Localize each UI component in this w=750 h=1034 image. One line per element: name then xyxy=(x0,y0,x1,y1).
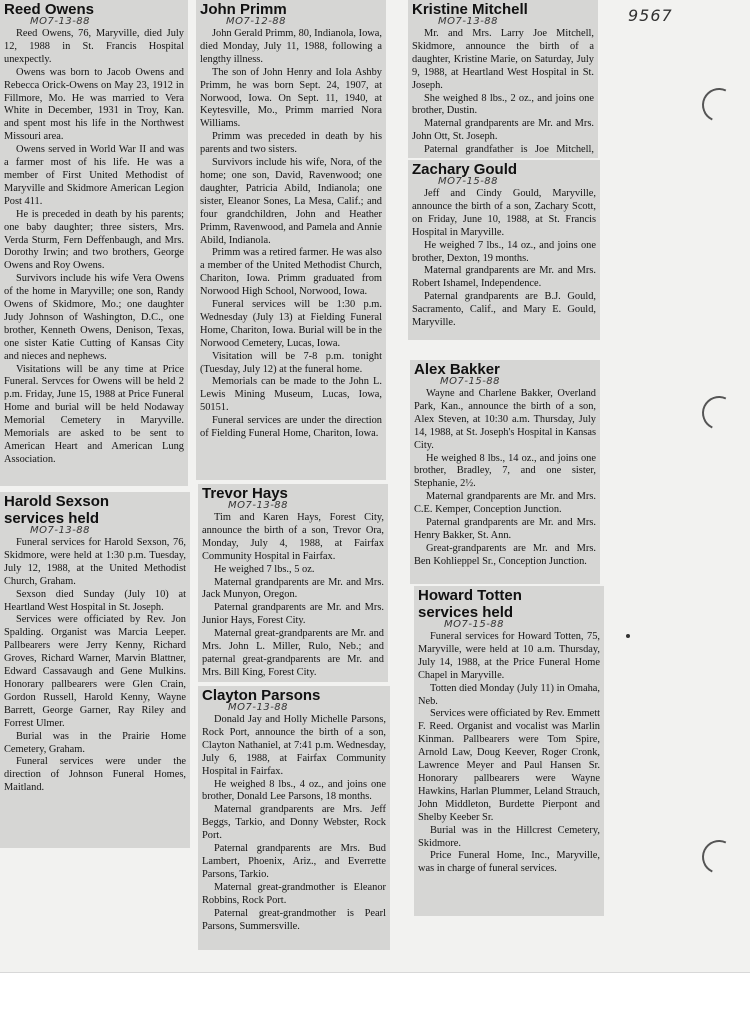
paragraph: Burial was in the Prairie Home Cemetery, Graham. xyxy=(4,730,186,755)
paragraph: Price Funeral Home, Inc., Maryville, was in charge of funeral services. xyxy=(418,850,600,875)
paragraph: Visitation will be 7-8 p.m. tonight (Tuesday, July 12) at the funeral home. xyxy=(200,350,382,375)
handwritten-date: MO7-15-88 xyxy=(438,176,499,187)
clipping-title: John Primm xyxy=(200,1,287,18)
clipping-howard-totten xyxy=(414,586,604,916)
page-bottom-margin xyxy=(0,972,750,1034)
binder-hole-icon xyxy=(697,391,741,435)
clipping-title: Alex Bakker xyxy=(414,361,500,378)
paragraph: Owens served in World War II and was a farmer most of his life. He was a member of First United Methodist of Maryville and Skidmore American Legion Post 411. xyxy=(4,144,184,207)
handwritten-date: MO7-15-88 xyxy=(440,376,501,387)
clipping-reed-owens xyxy=(0,0,188,486)
handwritten-date: MO7-13-88 xyxy=(30,16,91,27)
handwritten-date: MO7-13-88 xyxy=(30,525,91,536)
clipping-clayton-parsons xyxy=(198,686,390,950)
paragraph: Funeral services were under the direction of Johnson Funeral Homes, Maitland. xyxy=(4,756,186,794)
paragraph: Maternal grandparents are Mr. and Mrs. Jack Munyon, Oregon. xyxy=(202,576,384,601)
page-number: 9567 xyxy=(628,6,673,25)
paragraph: Visitations will be any time at Price Funeral. Servces for Owens will be held 2 p.m. Friday, June 15, 1988 at Price Funeral Home and burial will be held Nodaway Memorial Cemetery in Maryville. Memorials are asked to be sent to American Heart and American Lung Association. xyxy=(4,363,184,465)
paragraph: Maternal grandparents are Mr. and Mrs. John Ott, St. Joseph. xyxy=(412,118,594,143)
clipping-john-primm xyxy=(196,0,386,480)
paragraph: Maternal great-grandmother is Eleanor Robbins, Rock Port. xyxy=(202,881,386,906)
paragraph: Sexson died Sunday (July 10) at Heartland West Hospital in St. Joseph. xyxy=(4,588,186,613)
paragraph: Paternal grandparents are Mr. and Mrs. Henry Bakker, St. Ann. xyxy=(414,517,596,541)
paragraph: Donald Jay and Holly Michelle Parsons, Rock Port, announce the birth of a son, Clayton Nathaniel, at 7:41 p.m. Wednesday, July 6, 1988, at Fairfax Community Hospital in Fairfax. xyxy=(202,714,386,777)
clipping-kristine-mitchell xyxy=(408,0,598,158)
paragraph: She weighed 8 lbs., 2 oz., and joins one brother, Dustin. xyxy=(412,92,594,117)
handwritten-date: MO7-13-88 xyxy=(228,702,289,713)
paragraph: Paternal great-grandmother is Pearl Parsons, Summersville. xyxy=(202,907,386,932)
paragraph: Funeral services for Howard Totten, 75, Maryville, were held at 10 a.m. Thursday, July 14, 1988, at the Price Funeral Home Chapel in Maryville. xyxy=(418,631,600,681)
clipping-title: Harold Sexson services held xyxy=(4,493,110,527)
paragraph: Services were officiated by Rev. Emmett F. Reed. Organist and vocalist was Marlin Kinman. Pallbearers were Tom Spire, Arnold Law, Doug Keever, Roger Cronk, Lawrence Meyer and Paul Hansen Sr. Honorary pallbearers were Wayne Hawkins, Harlan Plummer, Leland Strauch, John Middleton, Burdette Pierpont and Shelby Keeber Sr. xyxy=(418,708,600,823)
clipping-title: Howard Totten services held xyxy=(418,587,522,621)
clipping-title: Zachary Gould xyxy=(412,161,518,178)
binder-hole-icon xyxy=(697,835,741,879)
paragraph: Maternal grandparents are Mrs. Jeff Beggs, Tarkio, and Donny Webster, Rock Port. xyxy=(202,804,386,842)
paragraph: Funeral services for Harold Sexson, 76, Skidmore, were held at 1:30 p.m. Tuesday, July 12, 1988, at the United Methodist Church, Graham. xyxy=(4,537,186,587)
paragraph: Totten died Monday (July 11) in Omaha, Neb. xyxy=(418,682,600,707)
paragraph: Maternal grandparents are Mr. and Mrs. C.E. Kemper, Conception Junction. xyxy=(414,491,596,516)
paragraph: He weighed 8 lbs., 14 oz., and joins one brother, Bradley, 7, and one sister, Stephanie, 2½. xyxy=(414,452,596,490)
clipping-title: Trevor Hays xyxy=(202,485,288,502)
clipping-title: Kristine Mitchell xyxy=(412,1,528,18)
paragraph: He is preceded in death by his parents; one baby daughter; three sisters, Mrs. Verda Sturm, Fern Deffenbaugh, and Mrs. Dorothy Irwin; and two brothers, George Owens and Roy Owens. xyxy=(4,208,184,272)
paragraph: Paternal grandparents are Mr. and Mrs. Junior Hays, Forest City. xyxy=(202,602,384,627)
paragraph: He weighed 7 lbs., 5 oz. xyxy=(214,563,315,575)
paragraph: Survivors include his wife, Nora, of the home; one son, David, Ravenwood; one daughter, Patricia Abild, Indianola; one sister, Eleanor Sones, La Mesa, Calif.; and four grandchildren, John and Heather Primm, Ravenwood, and Pamela and Annie Abild, Indianola. xyxy=(200,157,382,246)
paragraph: Great-grandparents are Mr. and Mrs. Ben Kohlieppel Sr., Conception Junction. xyxy=(414,542,596,567)
paragraph: Survivors include his wife Vera Owens of the home in Maryville; one son, Randy Owens of Skidmore, Mo.; one daughter Judy Johnson of Washington, D.C., one brother, Kenneth Owens, Denison, Texas, one sister Katie Cutting of Kansas City and nieces and nephews. xyxy=(4,273,184,362)
paragraph: Maternal great-grandparents are Mr. and Mrs. John L. Miller, Rulo, Neb.; and paternal great-grandparents are Mr. and Mrs. Bill King, Forest City. xyxy=(202,628,384,678)
binder-hole-icon xyxy=(697,83,741,127)
ink-dot xyxy=(626,634,630,638)
clipping-alex-bakker xyxy=(410,360,600,584)
paragraph: The son of John Henry and Iola Ashby Primm, he was born Sept. 24, 1907, at Norwood, Iowa. On Sept. 11, 1940, at Keytesville, Mo., Primm married Nora Williams. xyxy=(200,66,382,130)
paragraph: Services were officiated by Rev. Jon Spalding. Organist was Marcia Leeper. Pallbearers were Jerry Kenny, Richard Groves, Richard Warner, Marvin Blattner, Edward Cassavaugh and Gene Mulkins. Honorary pallbearers were Glen Crain, Gordon Russell, Harold Kenny, Wayne Barrett, George Garner, Ray Riley and Forrest Ulmer. xyxy=(4,614,186,729)
paragraph: Mr. and Mrs. Larry Joe Mitchell, Skidmore, announce the birth of a daughter, Kristine Marie, on Saturday, July 9, 1988, at Heartland West Hospital in St. Joseph. xyxy=(412,28,594,91)
paragraph: Primm was a retired farmer. He was also a member of the United Methodist Church, Chariton, Iowa. Primm graduated from Norwood High School, Norwood, Iowa. xyxy=(200,247,382,298)
paragraph: Wayne and Charlene Bakker, Overland Park, Kan., announce the birth of a son, Alex Steven, at 10:30 a.m. Thursday, July 14, 1988, at St. Joseph's Hospital in Kansas City. xyxy=(414,388,596,451)
handwritten-date: MO7-12-88 xyxy=(226,16,287,27)
paragraph: Burial was in the Hillcrest Cemetery, Skidmore. xyxy=(418,824,600,849)
paragraph: Reed Owens, 76, Maryville, died July 12, 1988 in St. Francis Hospital unexpectly. xyxy=(4,28,184,65)
clipping-harold-sexson xyxy=(0,492,190,848)
paragraph: Jeff and Cindy Gould, Maryville, announce the birth of a son, Zachary Scott, on Friday, June 10, 1988, at St. Francis Hospital in Maryville. xyxy=(412,188,596,238)
paragraph: He weighed 7 lbs., 14 oz., and joins one brother, Dexton, 19 months. xyxy=(412,239,596,264)
handwritten-date: MO7-13-88 xyxy=(438,16,499,27)
paragraph: Maternal grandparents are Mr. and Mrs. Robert Ishamel, Independence. xyxy=(412,265,596,290)
clipping-title: Reed Owens xyxy=(4,1,95,18)
paragraph: He weighed 8 lbs., 4 oz., and joins one brother, Donald Lee Parsons, 18 months. xyxy=(202,778,386,803)
handwritten-date: MO7-13-88 xyxy=(228,500,289,511)
paragraph: Tim and Karen Hays, Forest City, announce the birth of a son, Trevor Ora, Monday, July 4, 1988, at Fairfax Community Hospital in Fairfax. xyxy=(202,512,384,562)
paragraph: Paternal grandfather is Joe Mitchell, xyxy=(424,144,594,156)
paragraph: Memorials can be made to the John L. Lewis Mining Museum, Lucas, Iowa, 50151. xyxy=(200,376,382,414)
paragraph: Funeral services are under the direction of Fielding Funeral Home, Chariton, Iowa. xyxy=(200,415,382,440)
clipping-trevor-hays xyxy=(198,484,388,682)
paragraph: Funeral services will be 1:30 p.m. Wednesday (July 13) at Fielding Funeral Home, Chariton, Iowa. Burial will be in the Norwood Cemetery, Lucas, Iowa. xyxy=(200,299,382,349)
paragraph: John Gerald Primm, 80, Indianola, Iowa, died Monday, July 11, 1988, following a lengthy illness. xyxy=(200,28,382,65)
clipping-title: Clayton Parsons xyxy=(202,687,321,704)
paragraph: Paternal grandparents are Mrs. Bud Lambert, Phoenix, Ariz., and Everrette Parsons, Tarkio. xyxy=(202,843,386,880)
paragraph: Primm was preceded in death by his parents and two sisters. xyxy=(200,131,382,156)
paragraph: Paternal grandparents are B.J. Gould, Sacramento, Calif., and Mary E. Gould, Maryville. xyxy=(412,291,596,329)
clipping-zachary-gould xyxy=(408,160,600,340)
paragraph: Owens was born to Jacob Owens and Rebecca Orick-Owens on May 23, 1912 in Fillmore, Mo. He was married to Vera White in December, 1931 in Troy, Kan. and spent most his life in the Northwest Missouri area. xyxy=(4,66,184,143)
handwritten-date: MO7-15-88 xyxy=(444,619,505,630)
